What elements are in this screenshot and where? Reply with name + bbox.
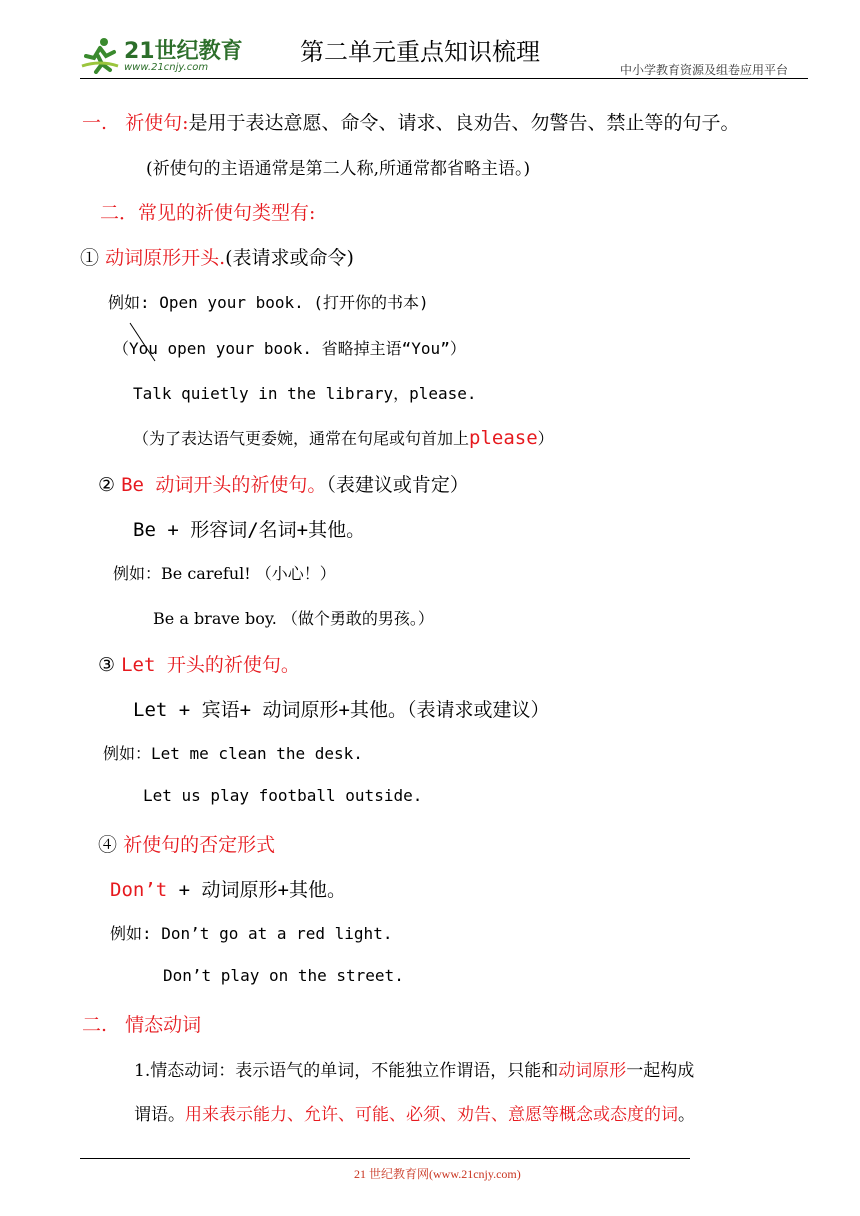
type-2-example-2: Be a brave boy. （做个勇敢的男孩。）	[153, 609, 434, 628]
type-1-example-4-close: ）	[537, 429, 554, 448]
strike-mark	[127, 322, 157, 362]
site-logo	[80, 30, 260, 78]
type-1-example-1: 例如: Open your book. (打开你的书本)	[108, 293, 429, 312]
type-3-number: ③	[98, 654, 116, 676]
type-1-example-3: Talk quietly in the library，please.	[133, 384, 477, 403]
verb-base-form-highlight: 动词原形	[558, 1061, 627, 1081]
runner-logo-icon	[80, 36, 120, 74]
type-2-number: ②	[98, 474, 116, 496]
type-3-example-1: 例如：Let me clean the desk.	[103, 744, 363, 763]
section-1-note: (祈使句的主语通常是第二人称,所通常都省略主语。)	[146, 159, 531, 179]
section-3-number: 二.	[82, 1014, 108, 1036]
type-4-rule-text: + 动词原形+其他。	[167, 879, 346, 901]
type-3-example-2: Let us play football outside.	[143, 786, 423, 805]
usage-highlight: 用来表示能力、允许、可能、必须、劝告、意愿等概念或态度的词	[185, 1105, 678, 1125]
section-3-text-3: 谓语。	[134, 1105, 185, 1125]
type-4-title: 祈使句的否定形式	[123, 834, 276, 856]
type-1-note: (表请求或命令)	[225, 247, 354, 269]
type-2-note: （表建议或肯定）	[326, 474, 469, 496]
section-3-text-4: 。	[678, 1105, 695, 1125]
type-2-title: Be 动词开头的祈使句。	[121, 474, 327, 496]
type-4-example-2: Don’t play on the street.	[163, 966, 404, 985]
type-1-heading	[80, 243, 354, 270]
section-1-number: 一.	[82, 112, 108, 134]
type-4-number: ④	[98, 834, 118, 856]
logo-brand: 21世纪教育	[124, 39, 243, 64]
section-3-paragraph-line-1	[134, 1056, 694, 1081]
footer-divider	[80, 1158, 690, 1159]
header-divider	[80, 78, 808, 79]
type-1-example-2: （You open your book. 省略掉主语“You”）	[113, 339, 466, 358]
section-3-paragraph-line-2	[134, 1100, 695, 1125]
type-2-example-1: 例如：Be careful! （小心！）	[113, 564, 336, 583]
header-platform-text: 中小学教育资源及组卷应用平台	[620, 63, 789, 77]
type-4-example-1: 例如: Don’t go at a red light.	[110, 924, 393, 943]
section-3-text-2: 一起构成	[626, 1061, 695, 1081]
type-2-heading	[98, 470, 469, 497]
section-1-heading	[82, 108, 740, 135]
dont-highlight: Don’t	[110, 879, 168, 901]
type-3-heading	[98, 650, 300, 677]
please-highlight: please	[469, 427, 538, 449]
section-3-title: 情态动词	[125, 1014, 202, 1036]
section-3-heading	[82, 1010, 201, 1037]
section-1-title: 祈使句:	[125, 112, 189, 134]
section-2-title: 二．常见的祈使句类型有:	[100, 202, 316, 224]
type-3-title: Let 开头的祈使句。	[121, 654, 300, 676]
section-3-text-1: 1.情态动词：表示语气的单词，不能独立作谓语，只能和	[134, 1061, 559, 1081]
type-4-heading	[98, 830, 275, 857]
footer-link-text[interactable]: 21 世纪教育网(www.21cnjy.com)	[354, 1167, 521, 1181]
document-title: 第二单元重点知识梳理	[300, 40, 540, 66]
logo-site: www.21cnjy.com	[124, 62, 209, 73]
type-2-rule: Be + 形容词/名词+其他。	[133, 519, 366, 541]
type-4-rule	[110, 875, 346, 902]
type-1-title: 动词原形开头.	[105, 247, 226, 269]
section-1-text: 是用于表达意愿、命令、请求、良劝告、勿警告、禁止等的句子。	[188, 112, 740, 134]
type-3-rule: Let + 宾语+ 动词原形+其他。（表请求或建议）	[133, 699, 550, 721]
type-1-example-4	[133, 426, 554, 449]
type-1-example-4-text: （为了表达语气更委婉，通常在句尾或句首加上	[133, 429, 470, 448]
type-1-number: ①	[80, 247, 100, 269]
